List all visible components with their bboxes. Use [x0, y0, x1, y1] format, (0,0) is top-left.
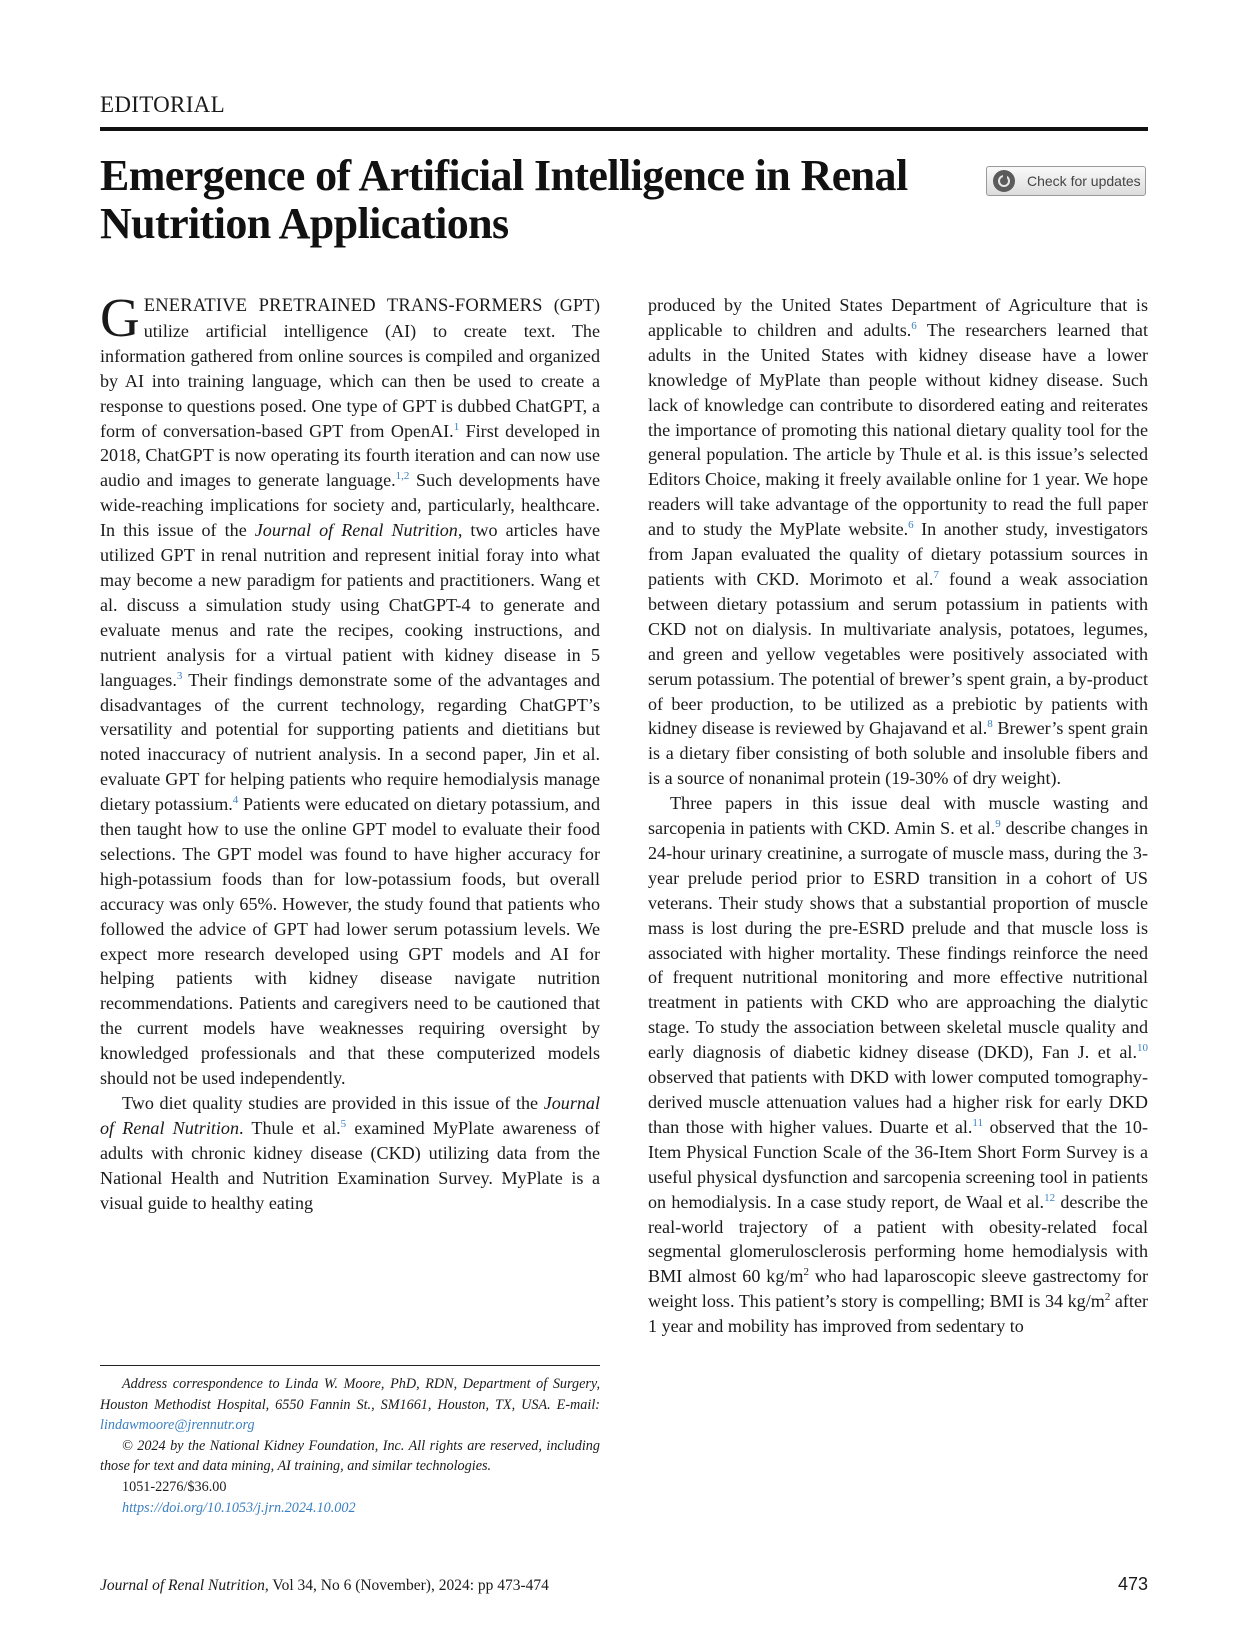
body-column-right	[648, 293, 1148, 1339]
issn-note: 1051-2276/$36.00	[122, 1478, 227, 1495]
reference-link[interactable]: 6	[908, 519, 914, 532]
footer-journal: Journal of Renal Nutrition	[100, 1577, 265, 1594]
header-rule	[100, 127, 1148, 131]
body-column-left	[100, 287, 601, 1216]
reference-link[interactable]: 12	[1044, 1191, 1056, 1204]
superscript: 2	[803, 1266, 809, 1279]
refresh-icon	[993, 170, 1015, 192]
paragraph: GENERATIVE PRETRAINED TRANS-FORMERS (GPT) utilize artificial intelligence (AI) to create text. The information gathered from online sources is compiled and organized by AI into training language, which can then be used to create a response to questions posed. One type of GPT is dubbed ChatGPT, a form of conversation-based GPT from OpenAI.$^1$ First developed in 2018, ChatGPT is now operating its fourth iteration and can now use audio and images to generate language.$^{1,2}$ Such developments have wide-reaching implications for society and, particularly, healthcare. In this issue of the Journal of Renal Nutrition, two articles have utilized GPT in renal nutrition and represent initial foray into what may become a new paradigm for patients and practitioners. Wang et al. discuss a simulation study using ChatGPT-4 to generate and evaluate menus and rate the recipes, cooking instructions, and nutrient analysis for a virtual patient with kidney disease in 5 languages.$^3$ Their findings demonstrate some of the advantages and disadvantages of the current technology, regarding ChatGPT’s versatility and potential for supporting patients and dietitians but noted inaccuracy of nutrient analysis. In a second paper, Jin et al. evaluate GPT for helping patients who require hemodialysis manage dietary potassium.$^4$ Patients were educated on dietary potassium, and then taught how to use the online GPT model to evaluate their food selections. The GPT model was found to have higher accuracy for high-potassium foods than for low-potassium foods, but overall accuracy was only 65%. However, the study found that patients who followed the advice of GPT had lower serum potassium levels. We expect more research developed using GPT models and AI for helping patients with kidney disease navigate nutrition recommendations. Patients and caregivers need to be cautioned that the current models have weaknesses requiring oversight by knowledged professionals and that these computerized models should not be used independently.	[100, 287, 601, 1089]
reference-link[interactable]: 10	[1137, 1042, 1148, 1055]
copyright-note: © 2024 by the National Kidney Foundation, Inc. All rights are reserved, including those for text and data mining, AI training, and similar technologies.	[100, 1437, 600, 1475]
footnote-rule	[100, 1365, 600, 1366]
doi-link[interactable]: https://doi.org/10.1053/j.jrn.2024.10.002	[122, 1499, 356, 1516]
reference-link[interactable]: 5	[340, 1117, 347, 1130]
paragraph: Two diet quality studies are provided in this issue of the Journal of Renal Nutrition. Thule et al.$^5$ examined MyPlate awareness of adults with chronic kidney disease (CKD) utilizing data from the National Health and Nutrition Examination Survey. MyPlate is a visual guide to healthy eating	[100, 1093, 600, 1213]
reference-link[interactable]: 4	[232, 794, 239, 807]
reference-link[interactable]: 11	[972, 1116, 984, 1129]
reference-link[interactable]: 8	[987, 718, 993, 731]
journal-name: Journal of Renal Nutrition	[254, 520, 458, 541]
running-footer	[100, 1577, 549, 1595]
paragraph: Three papers in this issue deal with muscle wasting and sarcopenia in patients with CKD. Amin S. et al.$^9$ describe changes in 24-hour urinary creatinine, a surrogate of muscle mass, during the 3-year prelude period prior to ESRD transition in a cohort of US veterans. Their study shows that a substantial proportion of muscle mass is lost during the pre-ESRD prelude and that muscle loss is associated with higher mortality. These findings reinforce the need of frequent nutritional monitoring and more effective nutritional treatment in patients with CKD who are approaching the dialytic stage. To study the association between skeletal muscle quality and early diagnosis of diabetic kidney disease (DKD), Fan J. et al.$^{10}$ observed that patients with DKD with lower computed tomography-derived muscle attenuation values had a higher risk for early DKD than those with higher values. Duarte et al.$^{11}$ observed that the 10-Item Physical Function Scale of the 36-Item Short Form Survey is a useful physical dysfunction and sarcopenia screening tool in patients on hemodialysis. In a case study report, de Waal et al.$^{12}$ describe the real-world trajectory of a patient with obesity-related focal segmental glomerulosclerosis performing home hemodialysis with BMI almost 60 $kg/m^2$ who had laparoscopic sleeve gastrectomy for weight loss. This patient’s story is compelling; BMI is 34 $kg/m^2$ after 1 year and mobility has improved from sedentary to	[648, 793, 1149, 1337]
reference-link[interactable]: 7	[933, 568, 939, 581]
email-link[interactable]: lindawmoore@jrennutr.org	[100, 1417, 255, 1434]
section-label: EDITORIAL	[100, 92, 225, 117]
article-title: Emergence of Artificial Intelligence in Renal Nutrition Applications	[100, 151, 908, 248]
correspondence-note: Address correspondence to Linda W. Moore, PhD, RDN, Department of Surgery, Houston Methodist Hospital, 6550 Fannin St., SM1661, Houston, TX, USA. E-mail: lindawmoore@jrennutr.org	[100, 1376, 600, 1434]
reference-link[interactable]: 3	[176, 669, 183, 682]
footnote	[100, 1374, 600, 1518]
page-number: 473	[1117, 1574, 1148, 1594]
paragraph: produced by the United States Department of Agriculture that is applicable to children and adults.$^6$ The researchers learned that adults in the United States with kidney disease have a lower knowledge of MyPlate than people without kidney disease. Such lack of knowledge can contribute to disordered eating and reiterates the importance of promoting this national dietary quality tool for the general population. The article by Thule et al. is this issue’s selected Editors Choice, making it freely available online for 1 year. We hope readers will take advantage of the opportunity to read the full paper and to study the MyPlate website.$^6$ In another study, investigators from Japan evaluated the quality of dietary potassium sources in patients with CKD. Morimoto et al.$^7$ found a weak association between dietary potassium and serum potassium in patients with CKD not on dialysis. In multivariate analysis, potatoes, legumes, and green and yellow vegetables were positively associated with serum potassium. The potential of brewer’s spent grain, a by-product of beer production, to be utilized as a prebiotic by patients with kidney disease is reviewed by Ghajavand et al.$^8$ Brewer’s spent grain is a dietary fiber consisting of both soluble and insoluble fibers and is a source of nonanimal protein (19-30% of dry weight).	[648, 295, 1149, 789]
superscript: 2	[1104, 1291, 1111, 1304]
lead-in-smallcaps: ENERATIVE PRETRAINED TRANS-FORMERS	[143, 296, 543, 316]
reference-link[interactable]: 9	[995, 818, 1001, 831]
reference-link[interactable]: 6	[911, 319, 917, 332]
drop-cap: G	[100, 287, 140, 348]
journal-name: Journal of Renal Nutrition	[100, 1093, 600, 1138]
reference-link[interactable]: 1,2	[395, 470, 410, 483]
check-for-updates-button[interactable]	[986, 166, 1146, 196]
reference-link[interactable]: 1	[453, 420, 460, 433]
footer-citation: , Vol 34, No 6 (November), 2024: pp 473-474	[264, 1577, 549, 1594]
check-for-updates-label: Check for updates	[1027, 173, 1141, 189]
